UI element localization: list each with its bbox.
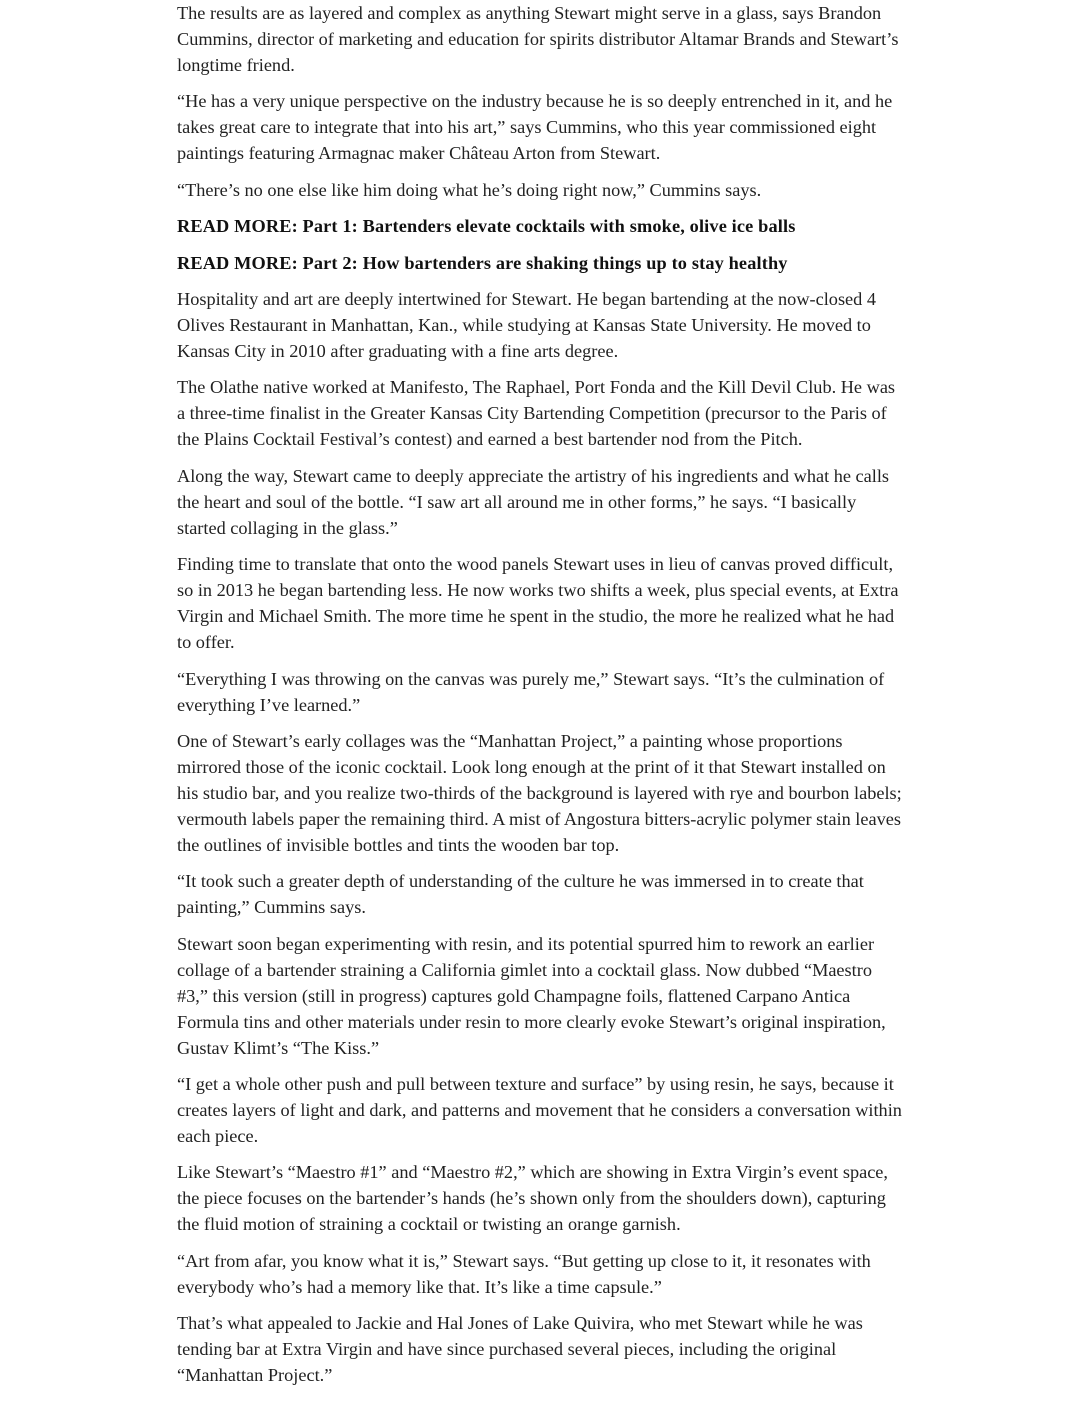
article-body [177,0,907,1399]
paragraph: The results are as layered and complex as anything Stewart might serve in a glass, says Brandon Cummins, director of marketing and education for spirits distributor Altamar Brands and Stewart’s longtime friend. [177,3,899,75]
paragraph: Stewart soon began experimenting with resin, and its potential spurred him to rework an earlier collage of a bartender straining a California gimlet into a cocktail glass. Now dubbed “Maestro #3,” this version (still in progress) captures gold Champagne foils, flattened Carpano Antica Formula tins and other materials under resin to more clearly evoke Stewart’s original inspiration, Gustav Klimt’s “The Kiss.” [177,933,886,1058]
paragraph: “There’s no one else like him doing what he’s doing right now,” Cummins says. [177,179,762,200]
paragraph: “Art from afar, you know what it is,” Stewart says. “But getting up close to it, it resonates with everybody who’s had a memory like that. It’s like a time capsule.” [177,1250,871,1297]
paragraph: Like Stewart’s “Maestro #1” and “Maestro #2,” which are showing in Extra Virgin’s event space, the piece focuses on the bartender’s hands (he’s shown only from the shoulders down), capturing the fluid motion of straining a cocktail or twisting an orange garnish. [177,1162,888,1235]
paragraph: “I get a whole other push and pull between texture and surface” by using resin, he says, because it creates layers of light and dark, and patterns and movement that he considers a conversation within each piece. [177,1074,902,1147]
read-more-link-part-1[interactable]: READ MORE: Part 1: Bartenders elevate cocktails with smoke, olive ice balls [177,216,796,237]
paragraph: “He has a very unique perspective on the industry because he is so deeply entrenched in it, and he takes great care to integrate that into his art,” says Cummins, who this year commissioned eight paintings featuring Armagnac maker Château Arton from Stewart. [177,91,893,164]
read-more-link-part-2[interactable]: READ MORE: Part 2: How bartenders are shaking things up to stay healthy [177,252,788,273]
paragraph: One of Stewart’s early collages was the “Manhattan Project,” a painting whose proportions mirrored those of the iconic cocktail. Look long enough at the print of it that Stewart installed on his studio bar, and you realize two-thirds of the background is layered with rye and bourbon labels; vermouth labels paper the remaining third. A mist of Angostura bitters-acrylic polymer stain leaves the outlines of invisible bottles and tints the wooden bar top. [177,730,902,855]
read-more-part-2 [177,250,907,276]
paragraph: Hospitality and art are deeply intertwined for Stewart. He began bartending at the now-closed 4 Olives Restaurant in Manhattan, Kan., while studying at Kansas State University. He moved to Kansas City in 2010 after graduating with a fine arts degree. [177,288,877,361]
read-more-part-1 [177,213,907,239]
paragraph: The Olathe native worked at Manifesto, The Raphael, Port Fonda and the Kill Devil Club. He was a three-time finalist in the Greater Kansas City Bartending Competition (precursor to the Paris of the Plains Cocktail Festival’s contest) and earned a best bartender nod from the Pitch. [177,377,896,450]
paragraph: “Everything I was throwing on the canvas was purely me,” Stewart says. “It’s the culmination of everything I’ve learned.” [177,668,885,715]
paragraph: Along the way, Stewart came to deeply appreciate the artistry of his ingredients and what he calls the heart and soul of the bottle. “I saw art all around me in other forms,” he says. “I basically started collaging in the glass.” [177,465,890,538]
paragraph: Finding time to translate that onto the wood panels Stewart uses in lieu of canvas proved difficult, so in 2013 he began bartending less. He now works two shifts a week, plus special events, at Extra Virgin and Michael Smith. The more time he spent in the studio, the more he realized what he had to offer. [177,554,899,653]
paragraph: That’s what appealed to Jackie and Hal Jones of Lake Quivira, who met Stewart while he was tending bar at Extra Virgin and have since purchased several pieces, including the original “Manhattan Project.” [177,1313,863,1386]
paragraph: “It took such a greater depth of understanding of the culture he was immersed in to create that painting,” Cummins says. [177,871,864,918]
